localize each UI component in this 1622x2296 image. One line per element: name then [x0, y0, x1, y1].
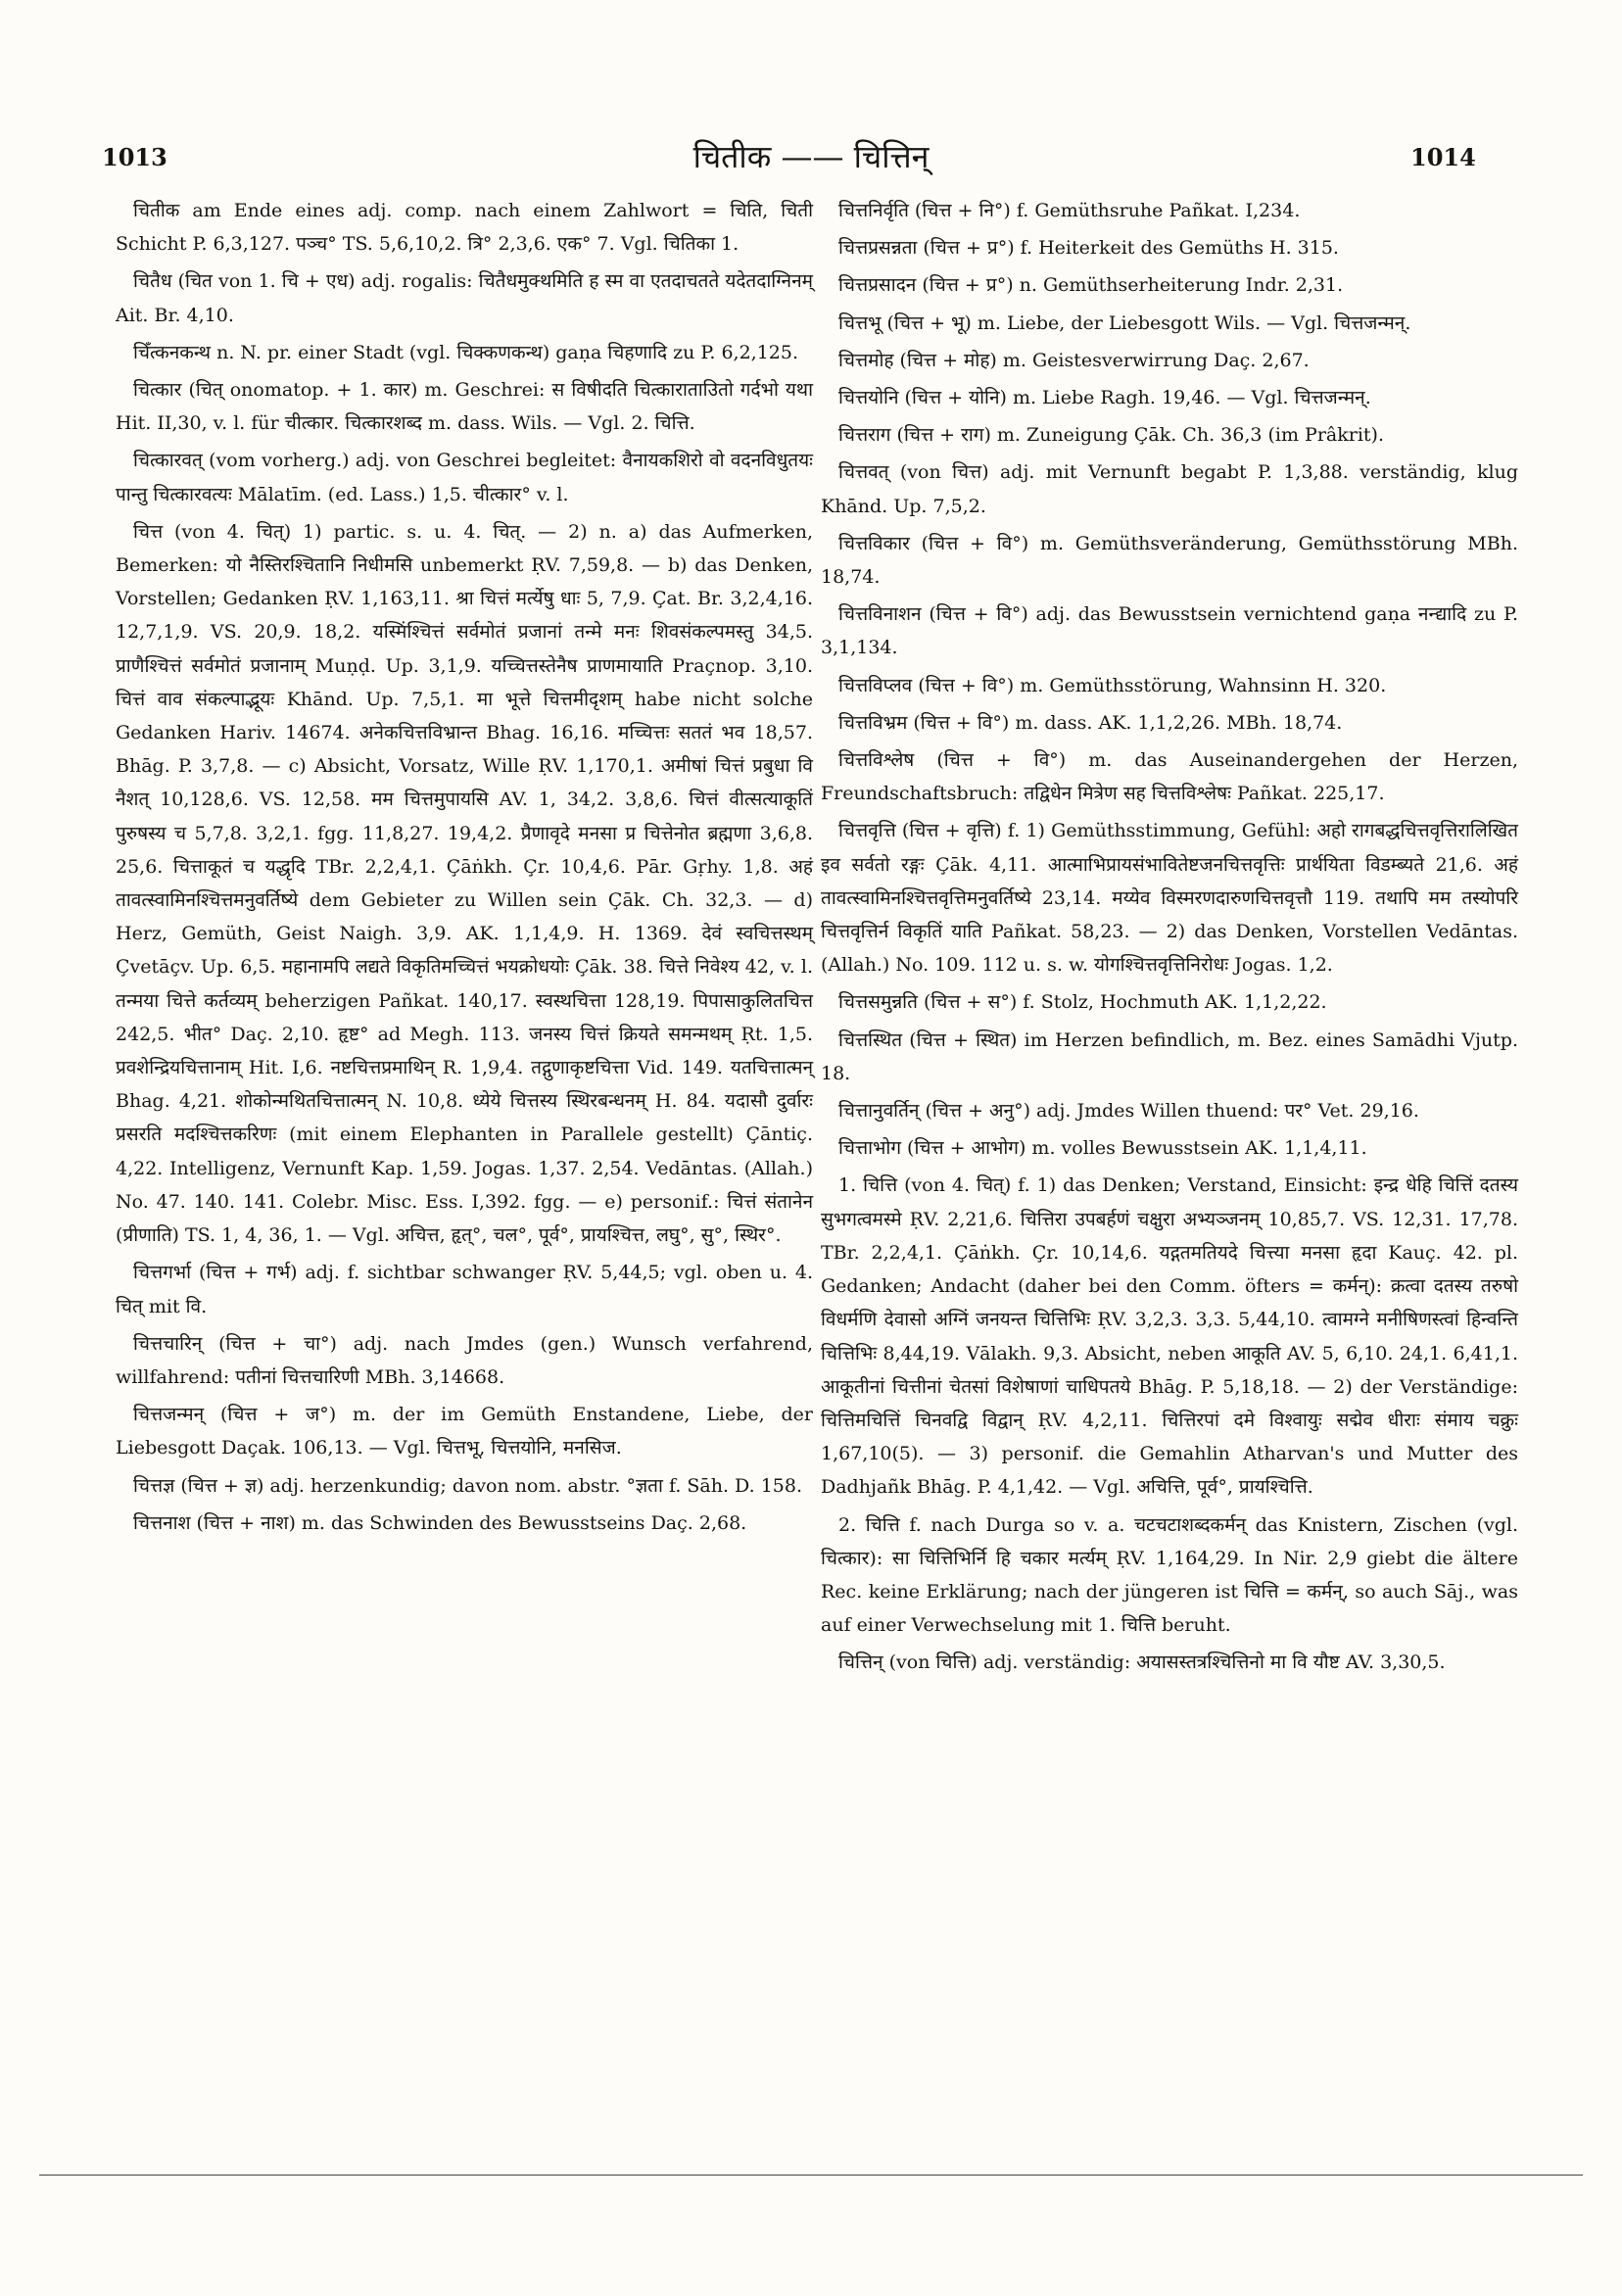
dictionary-entry: चित्तविभ्रम (चित्त + वि°) m. dass. AK. 1,1,2,26. MBh. 18,74.: [838, 711, 1343, 734]
dictionary-entry: चित्कार (चित् onomatop. + 1. कार) m. Geschrei: स विषीदति चित्काराताउितो गर्दभो यथा Hit. II,30, v. l. für चीत्कार. चित्कारशब्द m. dass. Wils. — Vgl. 2. चित्ति.: [116, 379, 813, 435]
dictionary-entry: चित्तनिर्वृति (चित्त + नि°) f. Gemüthsruhe Pañkat. I,234.: [838, 200, 1301, 221]
dictionary-entry: चितीक am Ende eines adj. comp. nach einem Zahlwort = चिति, चिती Schicht P. 6,3,127. पञ्च° TS. 5,6,10,2. त्रि° 2,3,6. एक° 7. Vgl. चितिका 1.: [116, 200, 813, 256]
dictionary-entry: चित्तप्रसन्नता (चित्त + प्र°) f. Heiterkeit des Gemüths H. 315.: [838, 237, 1339, 260]
page-number-right: 1014: [1410, 143, 1476, 171]
dictionary-entry: चित्त (von 4. चित्) 1) partic. s. u. 4. चित्. — 2) n. a) das Aufmerken, Bemerken: यो नैस्तिरश्चितानि निधीमसि unbemerkt ṚV. 7,59,8. — b) das Denken, Vorstellen; Gedanken ṚV. 1,163,11. श्रा चित्तं मर्त्येषु धाः 5, 7,9. Çat. Br. 3,2,4,16. 12,7,1,9. VS. 20,9. 18,2. यस्मिंश्चित्तं सर्वमोतं प्रजानां तन्मे मनः शिवसंकल्पमस्तु 34,5. प्राणैश्चित्तं सर्वमोतं प्रजानाम् Muṇḍ. Up. 3,1,9. यच्चित्तस्तेनैष प्राणमायाति Praçnop. 3,10. चित्तं वाव संकल्पाद्भूयः Khānd. Up. 7,5,1. मा भूत्ते चित्तमीदृशम् habe nicht solche Gedanken Hariv. 14674. अनेकचित्तविभ्रान्त Bhag. 16,16. मच्चित्तः सततं भव 18,57. Bhāg. P. 3,7,8. — c) Absicht, Vorsatz, Wille ṚV. 1,170,1. अमीषां चित्तं प्रबुधा वि नैशत् 10,128,6. VS. 12,58. मम चित्तमुपायसि AV. 1, 34,2. 3,8,6. चित्तं वीत्सत्याकूतिं पुरुषस्य च 5,7,8. 3,2,1. fgg. 11,8,27. 19,4,2. प्रैणावृदे मनसा प्र चित्तेनोत ब्रह्मणा 3,6,8. 25,6. चित्ताकूतं च यद्धृदि TBr. 2,2,4,1. Çāṅkh. Çr. 10,4,6. Pār. Gṛhy. 1,8. अहं तावत्स्वामिनश्चित्तमनुवर्तिष्ये dem Gebieter zu Willen sein Çāk. Ch. 32,3. — d) Herz, Gemüth, Geist Naigh. 3,9. AK. 1,1,4,9. H. 1369. देवं स्वचित्तस्थम् Çvetāçv. Up. 6,5. महानामपि लद्यते विकृतिमच्चित्तं भयक्रोधयोः Çāk. 38. चित्ते निवेश्य 42, v. l. तन्मया चित्ते कर्तव्यम् beherzigen Pañkat. 140,17. स्वस्थचित्ता 128,19. पिपासाकुलितचित्त 242,5. भीत° Daç. 2,10. हृष्ट° ad Megh. 113. जनस्य चित्तं क्रियते समन्मथम् Ṛt. 1,5. प्रवशेन्द्रियचित्तानाम् Hit. I,6. नष्टचित्तप्रमाथिन् R. 1,9,4. तद्गुणाकृष्टचित्ता Vid. 149. यतचित्तात्मन् Bhag. 4,21. शोकोन्मथितचित्तात्मन् N. 10,8. ध्येये चित्तस्य स्थिरबन्धनम् H. 84. यदासौ दुर्वारः प्रसरति मदश्चित्तकरिणः (mit einem Elephanten in Parallele gestellt) Çāntiç. 4,22. Intelligenz, Vernunft Kap. 1,59. Jogas. 1,37. 2,54. Vedāntas. (Allah.) No. 47. 140. 141. Colebr. Misc. Ess. I,392. fgg. — e) personif.: चित्तं संतानेन (प्रीणाति) TS. 1, 4, 36, 1. — Vgl. अचित्त, हृत्°, चल°, पूर्व°, प्रायश्चित्त, लघु°, सु°, स्थिर°.: [116, 520, 813, 1247]
dictionary-entry: चित्कारवत् (vom vorherg.) adj. von Geschrei begleitet: वैनायकशिरो वो वदनविधुतयः पान्तु चित्कारवत्यः Mālatīm. (ed. Lass.) 1,5. चीत्कार° v. l.: [116, 450, 813, 505]
dictionary-entry: चित्तभू (चित्त + भू) m. Liebe, der Liebesgott Wils. — Vgl. चित्तजन्मन्.: [838, 311, 1411, 334]
dictionary-entry: चित्तमोह (चित्त + मोह) m. Geistesverwirrung Daç. 2,67.: [838, 349, 1310, 371]
page-number-left: 1013: [102, 143, 167, 171]
dictionary-entry: चित्तानुवर्तिन् (चित्त + अनु°) adj. Jmdes Willen thuend: पर° Vet. 29,16.: [838, 1100, 1419, 1123]
dictionary-entry: चित्तस्थित (चित्त + स्थित) im Herzen befindlich, m. Bez. eines Samādhi Vjutp. 18.: [821, 1028, 1518, 1084]
dictionary-entry: चित्तज्ञ (चित्त + ज्ञ) adj. herzenkundig; davon nom. abstr. °ज्ञता f. Sāh. D. 158.: [133, 1474, 803, 1497]
dictionary-entry: चित्तसमुन्नति (चित्त + स°) f. Stolz, Hochmuth AK. 1,1,2,22.: [838, 991, 1327, 1014]
dictionary-entry: चित्तविकार (चित्त + वि°) m. Gemüthsveränderung, Gemüthsstörung MBh. 18,74.: [821, 532, 1518, 589]
dictionary-entry: चितैध (चित von 1. चि + एध) adj. rogalis: चितैधमुक्थमिति ह स्म वा एतदाचतते यदेतदाग्निनम् Ait. Br. 4,10.: [116, 270, 813, 326]
dictionary-entry: चित्तविप्लव (चित्त + वि°) m. Gemüthsstörung, Wahnsinn H. 320.: [838, 674, 1387, 696]
left-column: [116, 194, 813, 1544]
dictionary-entry: चित्तनाश (चित्त + नाश) m. das Schwinden des Bewusstseins Daç. 2,68.: [133, 1511, 747, 1534]
page-header: [0, 135, 1622, 184]
running-title: चितीक —— चित्तिन्: [692, 138, 930, 175]
dictionary-entry: चित्तवृत्ति (चित्त + वृत्ति) f. 1) Gemüthsstimmung, Gefühl: अहो रागबद्धचित्तवृत्तिरालिखित इव सर्वतो रङ्गः Çāk. 4,11. आत्माभिप्रायसंभावितेष्टजनचित्तवृत्तिः प्रार्थयिता विडम्ब्यते 21,6. अहं तावत्स्वामिनश्चित्तवृत्तिमनुवर्तिष्ये 23,14. मय्येव विस्मरणदारुणचित्तवृत्तौ 119. तथापि मम तस्योपरि चित्तवृत्तिर्न विकृतिं याति Pañkat. 58,23. — 2) das Denken, Vorstellen Vedāntas. (Allah.) No. 109. 112 u. s. w. योगश्चित्तवृत्तिनिरोधः Jogas. 1,2.: [821, 820, 1518, 977]
dictionary-entry: चित्तगर्भा (चित्त + गर्भ) adj. f. sichtbar schwanger ṚV. 5,44,5; vgl. oben u. 4. चित् mit वि.: [116, 1262, 813, 1317]
dictionary-entry: चित्तिन् (von चित्ति) adj. verständig: अयासस्तत्रश्चित्तिनो मा वि यौष्ट AV. 3,30,5.: [838, 1651, 1446, 1674]
dictionary-entry: चित्तविश्लेष (चित्त + वि°) m. das Auseinandergehen der Herzen, Freundschaftsbruch: तद्विधेन मित्रेण सह चित्तविश्लेषः Pañkat. 225,17.: [821, 749, 1518, 805]
right-column: [821, 194, 1518, 1684]
footer-rule: [39, 2175, 1583, 2176]
dictionary-entry: चित्तचारिन् (चित्त + चा°) adj. nach Jmdes (gen.) Wunsch verfahrend, willfahrend: पतीनां चित्तचारिणी MBh. 3,14668.: [116, 1332, 813, 1388]
dictionary-entry: 2. चित्ति f. nach Durga so v. a. चटचटाशब्दकर्मन् das Knistern, Zischen (vgl. चित्कार): सा चित्तिभिर्नि हि चकार मर्त्यम् ṚV. 1,164,29. In Nir. 2,9 giebt die ältere Rec. keine Erklärung; nach der jüngeren ist चित्ति = कर्मन्, so auch Sāj., was auf einer Verwechselung mit 1. चित्ति beruht.: [821, 1513, 1518, 1637]
dictionary-entry: चित्तजन्मन् (चित्त + ज°) m. der im Gemüth Enstandene, Liebe, der Liebesgott Daçak. 106,13. — Vgl. चित्तभू, चित्तयोनि, मनसिज.: [116, 1404, 813, 1459]
dictionary-entry: चित्तप्रसादन (चित्त + प्र°) n. Gemüthserheiterung Indr. 2,31.: [838, 274, 1344, 297]
dictionary-entry: चित्तयोनि (चित्त + योनि) m. Liebe Ragh. 19,46. — Vgl. चित्तजन्मन्.: [838, 387, 1371, 409]
dictionary-entry: चित्तराग (चित्त + राग) m. Zuneigung Çāk. Ch. 36,3 (im Prâkrit).: [838, 424, 1384, 447]
dictionary-entry: 1. चित्ति (von 4. चित्) f. 1) das Denken; Verstand, Einsicht: इन्द्र धेहि चित्तिं दतस्य सुभगत्वमस्मे ṚV. 2,21,6. चित्तिरा उपबर्हणं चक्षुरा अभ्यञ्जनम् 10,85,7. VS. 12,31. 17,78. TBr. 2,2,4,1. Çāṅkh. Çr. 10,14,6. यद्गतमतियदे चित्त्या मनसा हृदा Kauç. 42. pl. Gedanken; Andacht (daher bei den Comm. öfters = कर्मन्): क्रत्वा दतस्य तरुषो विधर्मणि देवासो अग्निं जनयन्त चित्तिभिः ṚV. 3,2,3. 3,3. 5,44,10. त्वामग्ने मनीषिणस्त्वां हिन्वन्ति चित्तिभिः 8,44,19. Vālakh. 9,3. Absicht, neben आकूति AV. 5, 6,10. 24,1. 6,41,1. आकूतीनां चित्तीनां चेतसां विशेषाणां चाधिपतये Bhāg. P. 5,18,18. — 2) der Verständige: चित्तिमचित्तिं चिनवद्वि विद्वान् ṚV. 4,2,11. चित्तिरपां दमे विश्वायुः सद्मेव धीराः संमाय चक्रुः 1,67,10(5). — 3) personif. die Gemahlin Atharvan's und Mutter des Dadhjañk Bhāg. P. 4,1,42. — Vgl. अचित्ति, पूर्व°, प्रायश्चित्ति.: [821, 1174, 1518, 1499]
dictionary-entry: चित्ताभोग (चित्त + आभोग) m. volles Bewusstsein AK. 1,1,4,11.: [838, 1137, 1367, 1160]
dictionary-entry: चित्तविनाशन (चित्त + वि°) adj. das Bewusstsein vernichtend gaṇa नन्द्यादि zu P. 3,1,134.: [821, 603, 1518, 659]
dictionary-entry: चित्तवत् (von चित्त) adj. mit Vernunft begabt P. 1,3,88. verständig, klug Khānd. Up. 7,5,2.: [821, 461, 1518, 517]
dictionary-entry: चिँत्कनकन्थ n. N. pr. einer Stadt (vgl. चिक्कणकन्थ) gaṇa चिहणादि zu P. 6,2,125.: [133, 341, 799, 363]
